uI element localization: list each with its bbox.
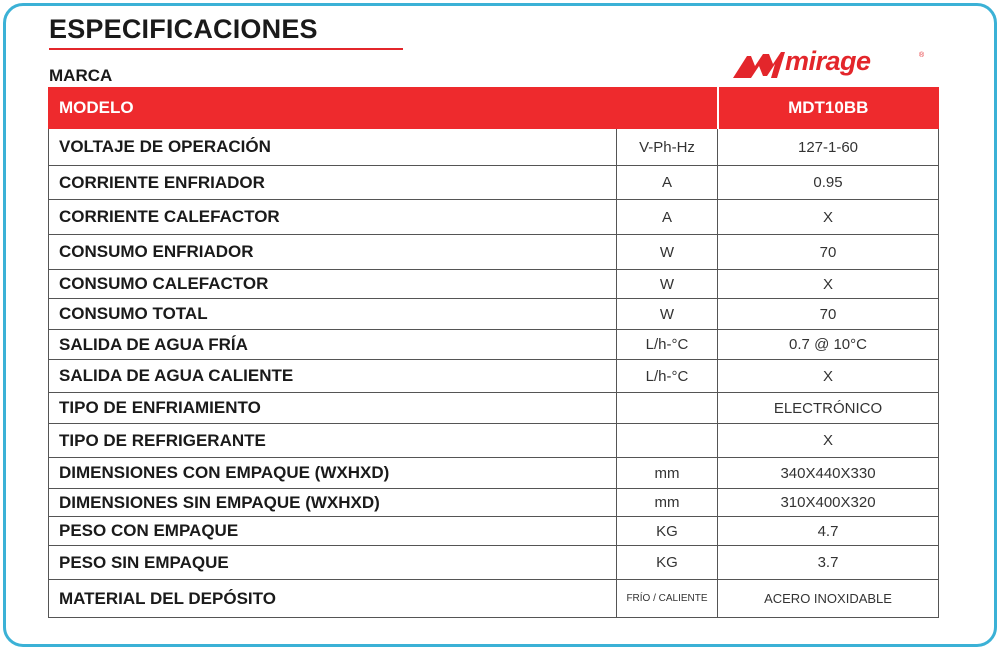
spec-label: MATERIAL DEL DEPÓSITO (49, 580, 617, 618)
spec-value: X (718, 270, 939, 299)
spec-value: 70 (718, 235, 939, 270)
table-row (49, 580, 939, 618)
spec-unit: W (617, 299, 718, 330)
table-row (49, 424, 939, 458)
mirage-logo (733, 46, 928, 82)
spec-unit: KG (617, 546, 718, 580)
table-row (49, 517, 939, 546)
spec-unit: A (617, 166, 718, 200)
page-title: ESPECIFICACIONES (49, 14, 318, 44)
spec-label: CORRIENTE CALEFACTOR (49, 200, 617, 235)
spec-label: CORRIENTE ENFRIADOR (49, 166, 617, 200)
spec-label: SALIDA DE AGUA CALIENTE (49, 360, 617, 393)
table-row (49, 360, 939, 393)
table-row (49, 299, 939, 330)
spec-unit: KG (617, 517, 718, 546)
spec-label: TIPO DE REFRIGERANTE (49, 424, 617, 458)
spec-label: PESO SIN EMPAQUE (49, 546, 617, 580)
spec-value: 0.7 @ 10°C (718, 330, 939, 360)
table-row (49, 393, 939, 424)
spec-value: 70 (718, 299, 939, 330)
spec-value: ACERO INOXIDABLE (718, 580, 939, 618)
spec-unit: W (617, 235, 718, 270)
table-row (49, 129, 939, 166)
spec-unit: A (617, 200, 718, 235)
spec-label: VOLTAJE DE OPERACIÓN (49, 129, 617, 166)
spec-label: TIPO DE ENFRIAMIENTO (49, 393, 617, 424)
table-row (49, 489, 939, 517)
model-header-value: MDT10BB (718, 88, 939, 129)
mirage-logo-icon (733, 50, 785, 82)
spec-value: 340X440X330 (718, 458, 939, 489)
title-underline (49, 48, 403, 50)
table-row (49, 458, 939, 489)
spec-label: CONSUMO ENFRIADOR (49, 235, 617, 270)
spec-label: CONSUMO CALEFACTOR (49, 270, 617, 299)
table-row (49, 330, 939, 360)
spec-value: X (718, 424, 939, 458)
spec-value: 4.7 (718, 517, 939, 546)
spec-label: SALIDA DE AGUA FRÍA (49, 330, 617, 360)
spec-value: 127-1-60 (718, 129, 939, 166)
logo-text: mirage (785, 46, 871, 76)
spec-value: 3.7 (718, 546, 939, 580)
table-row (49, 200, 939, 235)
table-row (49, 546, 939, 580)
spec-unit (617, 393, 718, 424)
spec-value: 0.95 (718, 166, 939, 200)
spec-unit: L/h-°C (617, 360, 718, 393)
spec-table (48, 87, 939, 618)
spec-unit: W (617, 270, 718, 299)
spec-label: CONSUMO TOTAL (49, 299, 617, 330)
brand-label: MARCA (49, 66, 113, 85)
spec-unit (617, 424, 718, 458)
table-row (49, 166, 939, 200)
table-row (49, 270, 939, 299)
spec-unit: L/h-°C (617, 330, 718, 360)
spec-unit: V-Ph-Hz (617, 129, 718, 166)
table-row (49, 235, 939, 270)
spec-value: ELECTRÓNICO (718, 393, 939, 424)
spec-value: X (718, 360, 939, 393)
spec-unit: mm (617, 458, 718, 489)
table-header-row (49, 88, 939, 129)
spec-value: 310X400X320 (718, 489, 939, 517)
spec-value: X (718, 200, 939, 235)
model-header-label: MODELO (49, 88, 718, 129)
spec-unit: FRÍO / CALIENTE (617, 580, 718, 618)
logo-registered-mark: ® (919, 52, 925, 59)
spec-label: PESO CON EMPAQUE (49, 517, 617, 546)
spec-unit: mm (617, 489, 718, 517)
spec-label: DIMENSIONES CON EMPAQUE (WXHXD) (49, 458, 617, 489)
spec-label: DIMENSIONES SIN EMPAQUE (WXHXD) (49, 489, 617, 517)
